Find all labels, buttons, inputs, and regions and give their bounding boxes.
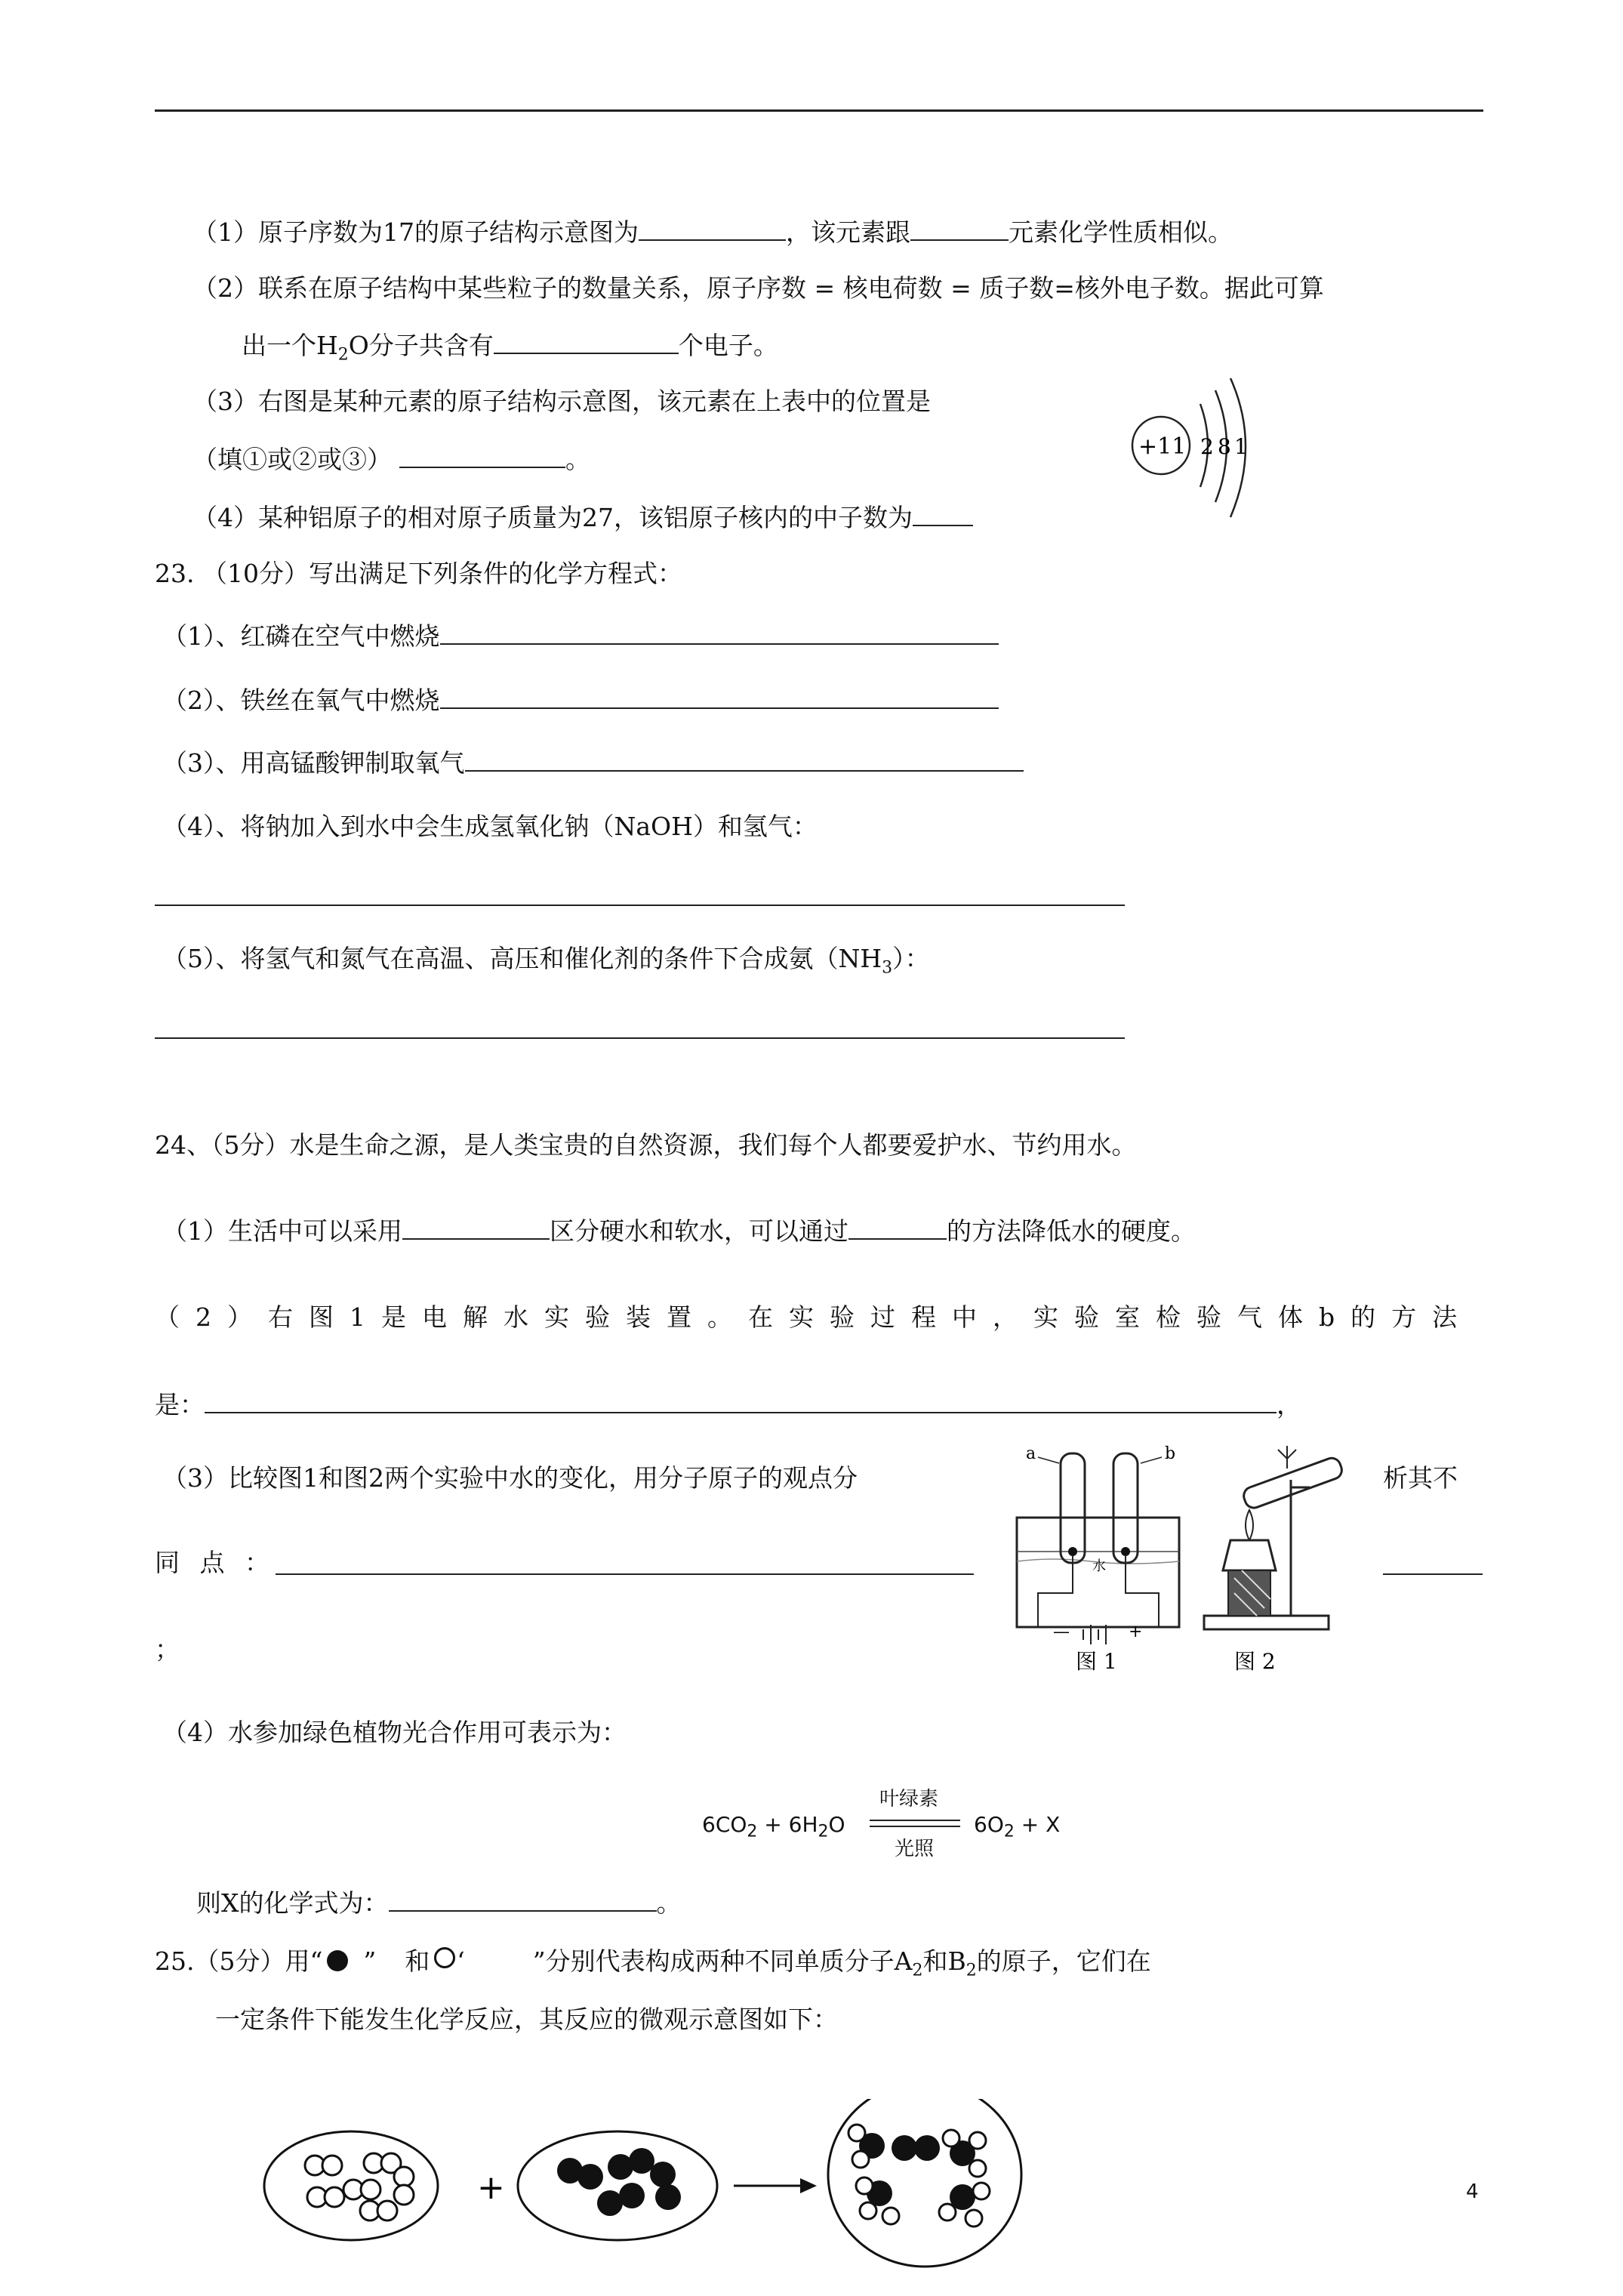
water-label: 水 [1092, 1558, 1106, 1574]
answer-line[interactable] [1383, 1573, 1483, 1575]
negative-label: — [1053, 1623, 1070, 1641]
equation-right [974, 1812, 1060, 1841]
shell-electrons-1: 2 [1200, 434, 1214, 459]
answer-blank[interactable] [494, 330, 679, 354]
text: ）： [892, 944, 930, 973]
tube-label-b: b [1165, 1444, 1176, 1463]
text: 6CO [702, 1812, 747, 1837]
text: （3）右图是某种元素的原子结构示意图，该元素在上表中的位置是 [192, 387, 931, 416]
q22-line-5 [192, 444, 590, 475]
white-atom-icon [434, 1947, 455, 1968]
figure-1-caption: 图 1 [1076, 1649, 1117, 1674]
text: 个电子。 [678, 331, 778, 360]
reactant-white-molecules [264, 2131, 438, 2240]
text: 25.（5分）用“ [155, 1946, 323, 1976]
text: （1）、红磷在空气中燃烧 [162, 621, 440, 651]
electrolysis-figures [1008, 1435, 1363, 1676]
plus-sign: + [477, 2168, 505, 2207]
q24-line-3 [155, 1389, 1301, 1420]
subscript: 2 [747, 1822, 758, 1841]
subscript: 2 [912, 1961, 923, 1980]
equation-left [702, 1812, 845, 1841]
text: 的方法降低水的硬度。 [947, 1216, 1196, 1246]
answer-blank[interactable] [910, 217, 1009, 241]
answer-blank[interactable] [440, 685, 999, 709]
answer-blank[interactable] [913, 502, 973, 526]
reaction-micro-diagram [257, 2099, 1102, 2296]
q23-item-4: （4）、将钠加入到水中会生成氢氧化钠（NaOH）和氢气： [162, 812, 818, 841]
figure-2-heating [1204, 1446, 1344, 1674]
q23-item-3 [162, 747, 1024, 778]
shell-electrons-3: 1 [1234, 434, 1248, 459]
q22-line-4 [192, 387, 931, 417]
q24-line-5: 同 点 ： [155, 1548, 276, 1577]
reaction-condition-top: 叶绿素 [879, 1788, 939, 1811]
text: 是： [155, 1390, 205, 1419]
positive-label: + [1129, 1623, 1143, 1641]
answer-blank[interactable] [465, 747, 1024, 772]
product-molecules [828, 2099, 1021, 2267]
subscript: 3 [882, 958, 893, 978]
q22-line-2 [192, 273, 1324, 304]
text: 出一个H [242, 331, 338, 360]
text: （4）某种铝原子的相对原子质量为27，该铝原子核内的中子数为 [192, 503, 913, 532]
text: （1）原子序数为17的原子结构示意图为 [192, 217, 639, 247]
figure-1-electrolysis [1017, 1444, 1179, 1674]
q23-item-1 [162, 621, 999, 652]
q23-item-5 [162, 944, 930, 984]
text: ，该元素跟 [786, 217, 910, 247]
text: （1）生活中可以采用 [162, 1216, 402, 1246]
subscript: 2 [818, 1822, 829, 1841]
answer-blank[interactable] [402, 1216, 550, 1240]
nucleus-charge: +11 [1138, 433, 1187, 460]
q24-line-1 [162, 1216, 1196, 1247]
answer-blank[interactable] [848, 1216, 947, 1240]
answer-line[interactable] [276, 1573, 974, 1575]
q24-line-6: ； [155, 1635, 180, 1664]
text: 。 [656, 1888, 682, 1918]
answer-blank[interactable] [399, 444, 565, 468]
text: 和 [405, 1946, 430, 1976]
text: 6O [974, 1812, 1004, 1837]
text: + X [1014, 1812, 1061, 1837]
reaction-condition-bottom: 光照 [895, 1838, 935, 1860]
q23-title: 23. （10分）写出满足下列条件的化学方程式： [155, 559, 682, 588]
text: ， [1277, 1390, 1301, 1419]
answer-blank[interactable] [205, 1389, 1277, 1413]
text: （5）、将氢气和氮气在高温、高压和催化剂的条件下合成氨（NH [162, 944, 882, 973]
tube-label-a: a [1026, 1444, 1036, 1463]
header-rule [155, 109, 1483, 112]
answer-blank[interactable] [639, 217, 786, 241]
subscript: 2 [1003, 1822, 1015, 1841]
page-number: 4 [1466, 2180, 1479, 2203]
black-atom-icon [327, 1950, 348, 1971]
text: ”分别代表构成两种不同单质分子A [532, 1946, 913, 1976]
q23-item-2 [162, 685, 999, 716]
answer-line[interactable] [155, 905, 1125, 906]
text: 则X的化学式为： [196, 1888, 389, 1918]
text: 和B [922, 1946, 966, 1976]
shell-electrons-2: 8 [1218, 434, 1231, 459]
q24-line-2: （2）右图1是电解水实验装置。在实验过程中，实验室检验气体b的方法 [155, 1302, 1474, 1332]
text: 区分硬水和软水，可以通过 [550, 1216, 848, 1246]
text: + 6H [757, 1812, 818, 1837]
q24-line-7: （4）水参加绿色植物光合作用可表示为： [162, 1718, 627, 1747]
answer-line[interactable] [155, 1037, 1125, 1039]
text: ‘ [457, 1946, 465, 1976]
text: （填①或②或③） [192, 445, 392, 474]
text: （2）、铁丝在氧气中燃烧 [162, 686, 440, 715]
text: O [828, 1812, 845, 1837]
q22-line-6 [192, 502, 973, 533]
answer-blank[interactable] [440, 621, 999, 645]
reactant-black-molecules [518, 2131, 717, 2240]
q25-line-1 [155, 1946, 1151, 1986]
q24-line-4b: 析其不 [1383, 1463, 1458, 1493]
q22-line-1 [192, 217, 1233, 248]
figure-2-caption: 图 2 [1234, 1649, 1276, 1674]
text: O分子共含有 [348, 331, 494, 360]
text: 的原子，它们在 [976, 1946, 1151, 1976]
atom-structure-diagram [1110, 374, 1276, 532]
q22-line-3 [242, 330, 778, 371]
q24-line-4a: （3）比较图1和图2两个实验中水的变化，用分子原子的观点分 [162, 1463, 858, 1493]
q25-line-2: 一定条件下能发生化学反应，其反应的微观示意图如下： [215, 2005, 838, 2034]
text: （2）联系在原子结构中某些粒子的数量关系，原子序数 = 核电荷数 = 质子数=核外电子数。据此可算 [192, 273, 1324, 303]
q24-line-8 [196, 1888, 682, 1918]
q24-title: 24、（5分）水是生命之源，是人类宝贵的自然资源，我们每个人都要爱护水、节约用水。 [155, 1130, 1137, 1160]
equation-bar-1 [870, 1820, 960, 1821]
subscript: 2 [337, 345, 349, 365]
subscript: 2 [965, 1961, 977, 1980]
text: （3）、用高锰酸钾制取氧气 [162, 748, 465, 778]
text: 。 [565, 445, 590, 474]
answer-blank[interactable] [389, 1888, 657, 1912]
text: ” [363, 1946, 377, 1976]
text: 元素化学性质相似。 [1009, 217, 1233, 247]
equation-bar-2 [870, 1826, 960, 1827]
